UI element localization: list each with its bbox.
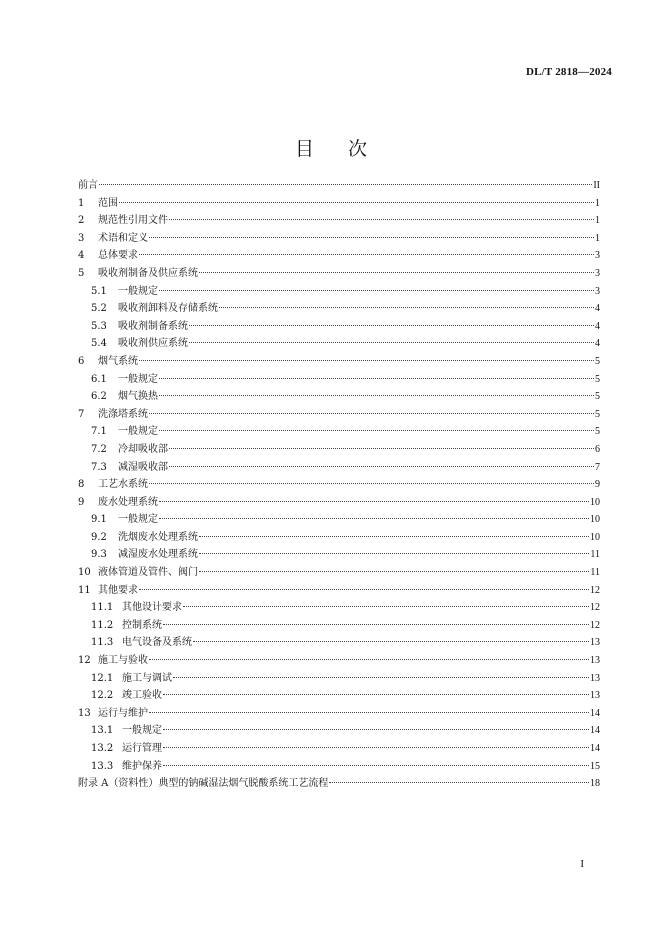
toc-list <box>78 177 600 793</box>
toc-entry-title: 施工与调试 <box>122 672 172 684</box>
toc-entry-number: 4 <box>78 250 85 262</box>
toc-entry-title: 一般规定 <box>118 514 158 526</box>
toc-entry[interactable] <box>78 582 600 600</box>
toc-entry-page: 13 <box>590 637 600 649</box>
toc-leader-dots <box>163 747 589 748</box>
toc-entry-title: 烟气换热 <box>118 391 158 403</box>
toc-entry[interactable] <box>78 371 600 389</box>
toc-entry[interactable] <box>78 388 600 406</box>
toc-entry-number: 11.3 <box>91 637 114 649</box>
toc-entry-number: 12.2 <box>91 690 114 702</box>
toc-entry-title: 减湿吸收部 <box>118 461 168 473</box>
toc-entry-page: 9 <box>595 479 600 491</box>
toc-entry[interactable] <box>78 318 600 336</box>
toc-entry-page: 15 <box>590 760 600 772</box>
toc-entry-number: 9.1 <box>91 514 107 526</box>
toc-entry-number: 9 <box>78 496 85 508</box>
toc-entry-title: 液体管道及管件、阀门 <box>98 567 198 579</box>
toc-entry-title: 电气设备及系统 <box>122 637 192 649</box>
toc-entry-page: 14 <box>590 725 600 737</box>
toc-leader-dots <box>193 641 589 642</box>
toc-entry[interactable] <box>78 423 600 441</box>
toc-entry-number: 2 <box>78 215 85 227</box>
toc-entry-title: 其他要求 <box>98 584 138 596</box>
toc-entry-number: 7.2 <box>91 443 107 455</box>
toc-entry[interactable] <box>78 476 600 494</box>
toc-leader-dots <box>163 729 589 730</box>
toc-entry-number: 7.1 <box>91 426 107 438</box>
toc-entry-page: 11 <box>590 567 600 579</box>
toc-entry-number: 11.1 <box>91 602 114 614</box>
toc-entry[interactable] <box>78 177 600 195</box>
toc-entry-number: 13 <box>78 707 91 719</box>
toc-entry-number: 11.2 <box>91 619 114 631</box>
toc-entry-title: 一般规定 <box>118 373 158 385</box>
toc-entry[interactable] <box>78 758 600 776</box>
toc-entry[interactable] <box>78 775 600 793</box>
toc-entry-number: 3 <box>78 232 85 244</box>
toc-entry-title: 一般规定 <box>118 285 158 297</box>
toc-entry-title: 维护保养 <box>122 760 162 772</box>
toc-entry-number: 13.2 <box>91 743 114 754</box>
toc-leader-dots <box>163 694 589 695</box>
toc-leader-dots <box>169 448 594 449</box>
toc-leader-dots <box>163 624 589 625</box>
toc-entry-number: 5.1 <box>91 285 107 297</box>
toc-entry-number: 9.2 <box>91 531 107 543</box>
toc-entry-page: 12 <box>590 584 600 596</box>
toc-leader-dots <box>189 342 594 343</box>
toc-leader-dots <box>149 237 594 238</box>
toc-entry-page: 18 <box>590 778 600 790</box>
toc-entry-page: 12 <box>590 619 600 631</box>
toc-entry[interactable] <box>78 212 600 230</box>
toc-entry-page: 1 <box>595 197 600 209</box>
toc-entry[interactable] <box>78 494 600 512</box>
toc-entry-page: 5 <box>595 391 600 403</box>
toc-entry[interactable] <box>78 652 600 670</box>
toc-entry-page: 10 <box>590 496 600 508</box>
toc-entry[interactable] <box>78 459 600 477</box>
doc-id: DL/T 2818—2024 <box>525 66 612 78</box>
toc-entry-title: 规范性引用文件 <box>98 215 168 227</box>
toc-leader-dots <box>163 765 589 766</box>
toc-entry-number: 13.3 <box>91 760 114 772</box>
toc-leader-dots <box>139 254 594 255</box>
toc-leader-dots <box>159 501 589 502</box>
toc-entry-number: 10 <box>78 567 91 579</box>
toc-entry-number: 5 <box>78 267 85 279</box>
toc-entry-number: 6 <box>78 355 85 367</box>
toc-entry-page: 1 <box>595 232 600 244</box>
toc-entry[interactable] <box>78 564 600 582</box>
toc-entry-number: 1 <box>78 197 85 209</box>
toc-leader-dots <box>173 677 589 678</box>
toc-leader-dots <box>199 553 589 554</box>
toc-entry-title: 吸收剂制备系统 <box>118 320 188 332</box>
toc-entry-page: 4 <box>595 303 600 315</box>
toc-entry-page: 6 <box>595 443 600 455</box>
toc-entry-page: 3 <box>595 267 600 279</box>
page-number: I <box>580 858 584 870</box>
toc-entry-title: 附录 A（资料性）典型的钠碱湿法烟气脱酸系统工艺流程 <box>78 778 329 790</box>
toc-entry[interactable] <box>78 529 600 547</box>
toc-leader-dots <box>219 307 594 308</box>
toc-entry-page: 14 <box>590 707 600 719</box>
toc-leader-dots <box>119 202 594 203</box>
toc-entry-page: 13 <box>590 690 600 702</box>
toc-leader-dots <box>189 325 594 326</box>
page-title: 目 次 <box>294 138 382 160</box>
toc-entry-title: 烟气系统 <box>98 355 138 367</box>
toc-entry-page: 3 <box>595 250 600 262</box>
toc-leader-dots <box>199 272 594 273</box>
toc-entry[interactable] <box>78 335 600 353</box>
toc-leader-dots <box>149 483 594 484</box>
toc-leader-dots <box>159 430 594 431</box>
toc-entry-page: 10 <box>590 531 600 543</box>
toc-entry-title: 运行与维护 <box>98 707 148 719</box>
toc-entry[interactable] <box>78 617 600 635</box>
toc-entry[interactable] <box>78 599 600 617</box>
toc-entry-number: 6.2 <box>91 391 107 403</box>
toc-leader-dots <box>159 395 594 396</box>
toc-entry-title: 控制系统 <box>122 619 162 631</box>
toc-entry[interactable] <box>78 687 600 705</box>
toc-entry-title: 一般规定 <box>122 725 162 737</box>
toc-entry[interactable] <box>78 230 600 248</box>
toc-entry[interactable] <box>78 441 600 459</box>
toc-entry-number: 11 <box>78 584 91 596</box>
toc-entry[interactable] <box>78 195 600 213</box>
toc-leader-dots <box>329 782 589 783</box>
toc-leader-dots <box>169 219 594 220</box>
toc-entry-page: 13 <box>590 672 600 684</box>
toc-entry-number: 6.1 <box>91 373 107 385</box>
toc-entry[interactable] <box>78 722 600 740</box>
toc-entry-page: 10 <box>590 514 600 526</box>
toc-entry-number: 13.1 <box>91 725 114 737</box>
toc-entry-title: 运行管理 <box>122 743 162 754</box>
toc-leader-dots <box>199 571 589 572</box>
toc-entry-number: 7 <box>78 408 85 420</box>
toc-entry-page: II <box>593 180 600 191</box>
toc-entry-page: 5 <box>595 373 600 385</box>
toc-entry[interactable] <box>78 353 600 371</box>
toc-leader-dots <box>99 184 592 185</box>
toc-entry-title: 总体要求 <box>98 250 138 262</box>
toc-entry-title: 废水处理系统 <box>98 496 158 508</box>
toc-entry-title: 竣工验收 <box>122 690 162 702</box>
toc-entry-title: 范围 <box>98 197 118 209</box>
toc-entry-page: 1 <box>595 215 600 227</box>
toc-entry-page: 5 <box>595 355 600 367</box>
toc-entry[interactable] <box>78 634 600 652</box>
toc-entry-number: 12.1 <box>91 672 114 684</box>
toc-entry-page: 13 <box>590 655 600 667</box>
toc-entry[interactable] <box>78 265 600 283</box>
toc-entry[interactable] <box>78 247 600 265</box>
toc-entry-title: 冷却吸收部 <box>118 443 168 455</box>
toc-leader-dots <box>149 659 589 660</box>
toc-entry-title: 吸收剂制备及供应系统 <box>98 267 198 279</box>
toc-entry-page: 11 <box>590 549 600 561</box>
toc-entry[interactable] <box>78 283 600 301</box>
toc-entry-title: 前言 <box>78 180 98 191</box>
toc-entry-title: 术语和定义 <box>98 232 148 244</box>
toc-entry-page: 12 <box>590 602 600 614</box>
toc-entry-page: 7 <box>595 461 600 473</box>
toc-entry-page: 4 <box>595 320 600 332</box>
toc-leader-dots <box>159 518 589 519</box>
toc-leader-dots <box>139 589 589 590</box>
toc-entry-number: 9.3 <box>91 549 107 561</box>
toc-entry-page: 5 <box>595 408 600 420</box>
toc-leader-dots <box>139 360 594 361</box>
toc-entry-title: 一般规定 <box>118 426 158 438</box>
toc-leader-dots <box>149 413 594 414</box>
toc-entry-title: 洗烟废水处理系统 <box>118 531 198 543</box>
toc-entry-number: 5.2 <box>91 303 107 315</box>
toc-entry[interactable] <box>78 740 600 758</box>
toc-leader-dots <box>149 712 589 713</box>
toc-entry-page: 3 <box>595 285 600 297</box>
toc-leader-dots <box>199 536 589 537</box>
toc-leader-dots <box>159 290 594 291</box>
toc-entry-number: 5.4 <box>91 338 107 350</box>
toc-entry-number: 7.3 <box>91 461 107 473</box>
toc-entry-title: 洗涤塔系统 <box>98 408 148 420</box>
toc-entry-title: 吸收剂卸料及存储系统 <box>118 303 218 315</box>
toc-entry[interactable] <box>78 406 600 424</box>
toc-entry[interactable] <box>78 705 600 723</box>
toc-leader-dots <box>183 606 589 607</box>
toc-entry-title: 减湿废水处理系统 <box>118 549 198 561</box>
toc-entry[interactable] <box>78 546 600 564</box>
toc-entry-title: 施工与验收 <box>98 655 148 667</box>
toc-entry-title: 工艺水系统 <box>98 479 148 491</box>
toc-leader-dots <box>169 466 594 467</box>
toc-entry[interactable] <box>78 670 600 688</box>
toc-leader-dots <box>159 378 594 379</box>
toc-entry-page: 4 <box>595 338 600 350</box>
toc-entry-page: 5 <box>595 426 600 438</box>
toc-entry-number: 8 <box>78 479 85 491</box>
toc-entry-title: 吸收剂供应系统 <box>118 338 188 350</box>
toc-entry-number: 12 <box>78 655 91 667</box>
toc-entry[interactable] <box>78 300 600 318</box>
toc-entry-title: 其他设计要求 <box>122 602 182 614</box>
toc-entry-number: 5.3 <box>91 320 107 332</box>
toc-entry-page: 14 <box>590 743 600 754</box>
toc-entry[interactable] <box>78 511 600 529</box>
